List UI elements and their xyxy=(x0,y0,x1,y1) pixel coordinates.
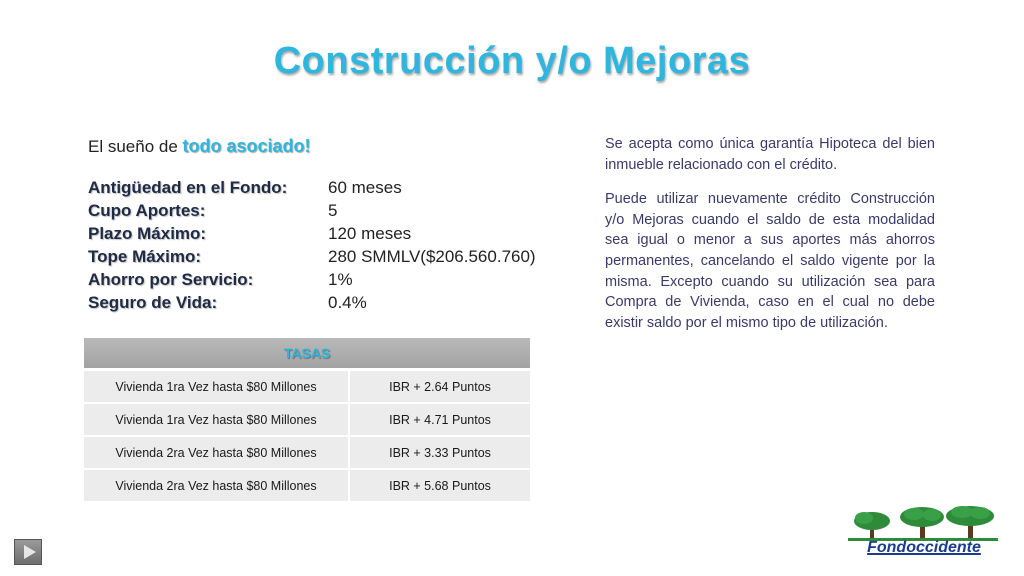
conditions-text xyxy=(605,134,935,347)
spec-value: 60 meses xyxy=(328,177,402,197)
spec-value: 280 SMMLV($206.560.760) xyxy=(328,246,536,266)
spec-label: Plazo Máximo: xyxy=(88,223,207,243)
rates-header-row xyxy=(84,338,530,370)
logo-text: Fondoccidente xyxy=(867,539,981,556)
spec-label: Cupo Aportes: xyxy=(88,200,206,220)
page-title: Construcción y/o Mejoras xyxy=(273,40,751,82)
rates-table xyxy=(84,338,530,503)
rate-type-cell: Vivienda 2ra Vez hasta $80 Millones xyxy=(84,436,349,469)
trees-logo-icon xyxy=(848,505,998,541)
fondoccidente-logo xyxy=(848,505,998,561)
spec-label: Antigüedad en el Fondo: xyxy=(88,177,288,197)
rate-value-cell: IBR + 5.68 Puntos xyxy=(349,469,530,502)
spec-value: 120 meses xyxy=(328,223,412,243)
table-row xyxy=(84,370,530,404)
reuse-paragraph: Puede utilizar nuevamente crédito Construcción y/o Mejoras cuando el saldo de esta modalidad sea igual o menor a sus aportes más ahorros permanentes, cancelando el saldo vigente por la misma. Excepto cuando su utilización sea para Compra de Vivienda, caso en el cual no debe existir saldo por el mismo tipo de utilización. xyxy=(605,191,935,331)
rate-value-cell: IBR + 2.64 Puntos xyxy=(349,370,530,404)
intro-highlight: todo asociado! xyxy=(182,136,311,156)
spec-row xyxy=(88,176,558,199)
spec-label: Tope Máximo: xyxy=(88,246,202,266)
spec-value: 5 xyxy=(328,200,338,220)
rate-value-cell: IBR + 4.71 Puntos xyxy=(349,403,530,436)
spec-row xyxy=(88,222,558,245)
table-row xyxy=(84,403,530,436)
spec-row xyxy=(88,245,558,268)
spec-row xyxy=(88,199,558,222)
specs-list xyxy=(88,176,558,314)
rate-type-cell: Vivienda 1ra Vez hasta $80 Millones xyxy=(84,370,349,404)
rate-type-cell: Vivienda 2ra Vez hasta $80 Millones xyxy=(84,469,349,502)
rates-header: TASAS xyxy=(84,338,530,370)
spec-value: 0.4% xyxy=(328,292,367,312)
play-next-icon[interactable] xyxy=(14,539,42,565)
intro-text xyxy=(88,136,311,157)
rate-value-cell: IBR + 3.33 Puntos xyxy=(349,436,530,469)
spec-value: 1% xyxy=(328,269,353,289)
intro-prefix: El sueño de xyxy=(88,137,183,156)
guarantee-paragraph: Se acepta como única garantía Hipoteca del bien inmueble relacionado con el crédito. xyxy=(605,136,935,173)
spec-label: Ahorro por Servicio: xyxy=(88,269,254,289)
rate-type-cell: Vivienda 1ra Vez hasta $80 Millones xyxy=(84,403,349,436)
spec-row xyxy=(88,291,558,314)
table-row xyxy=(84,469,530,502)
spec-row xyxy=(88,268,558,291)
spec-label: Seguro de Vida: xyxy=(88,292,218,312)
table-row xyxy=(84,436,530,469)
